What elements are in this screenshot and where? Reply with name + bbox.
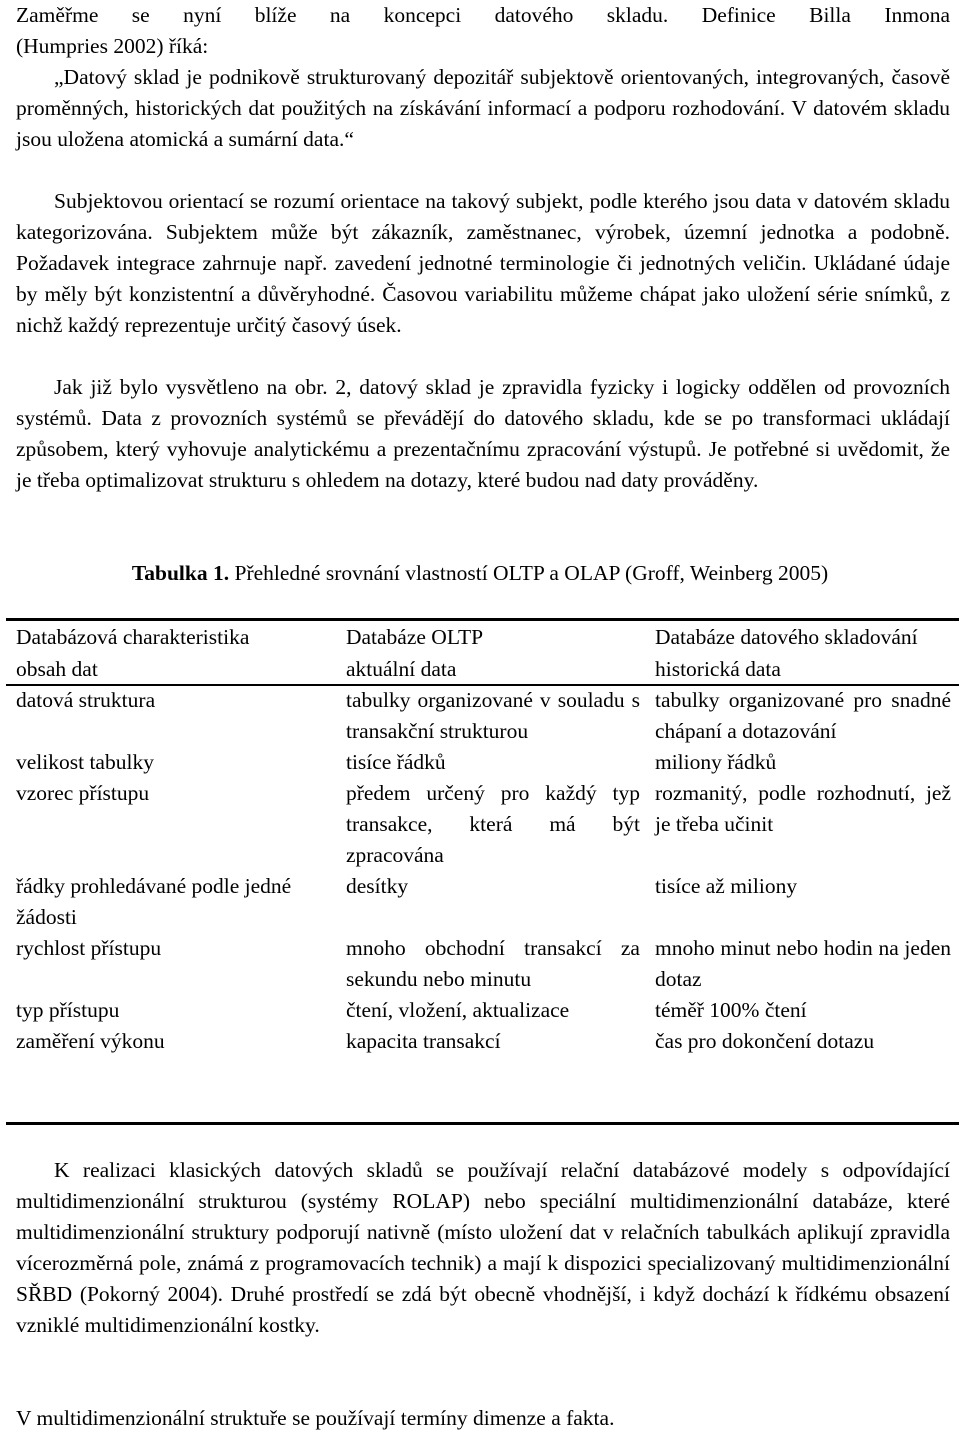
inmon-definition-quote: „Datový sklad je podnikově strukturovaný depozitář subjektově orientovaných, integrovaných, časově proměnných, historických dat použitých na získávání informací a podporu rozhodování. V datovém skladu jsou uložena atomická a sumární data.“ — [16, 65, 950, 151]
row-characteristic: typ přístupu — [16, 998, 120, 1022]
table-row — [6, 871, 959, 933]
table-bottom-rule — [6, 1122, 959, 1125]
header-warehouse: Databáze datového skladování — [654, 625, 918, 649]
row-characteristic: řádky prohledávané podle jedné žádosti — [16, 874, 292, 929]
table-row — [6, 747, 959, 778]
table-caption-text: Přehledné srovnání vlastností OLTP a OLAP (Groff, Weinberg 2005) — [229, 561, 829, 585]
table-row — [6, 685, 959, 747]
header-oltp: Databáze OLTP — [345, 625, 484, 649]
row-oltp-value: čtení, vložení, aktualizace — [345, 998, 570, 1022]
row-oltp-value: předem určený pro každý typ transakce, která má být zpracována — [345, 781, 640, 867]
row-warehouse-value: mnoho minut nebo hodin na jeden dotaz — [654, 936, 951, 991]
warehouse-separation-paragraph: Jak již bylo vysvětleno na obr. 2, datový sklad je zpravidla fyzicky i logicky oddělen od provozních systémů. Data z provozních systémů se převádějí do datového skladu, kde se po transformaci ukládají způsobem, který vyhovuje analytickému a prezentačnímu zpracování výstupů. Je potřebné si uvědomit, že je třeba optimalizovat strukturu s ohledem na dotazy, které budou nad daty prováděny. — [16, 375, 950, 492]
row-characteristic: obsah dat — [16, 657, 98, 681]
row-characteristic: vzorec přístupu — [16, 781, 150, 805]
row-warehouse-value: tabulky organizované pro snadné chápaní a dotazování — [654, 688, 951, 743]
subject-orientation-paragraph: Subjektovou orientací se rozumí orientace na takový subjekt, podle kterého jsou data v datovém skladu kategorizována. Subjektem může být zákazník, zaměstnanec, výrobek, územní jednotka a podobně. Požadavek integrace zahrnuje např. zavedení jednotné terminologie či jednotných veličin. Ukládané údaje by měly být konzistentní a důvěryhodné. Časovou variabilitu můžeme chápat jako uložení série snímků, z nichž každý reprezentuje určitý časový úsek. — [16, 189, 950, 337]
rolap-paragraph: K realizaci klasických datových skladů se používají relační databázové modely s odpovídající multidimenzionální strukturou (systémy ROLAP) nebo speciální multidimenzionální databáze, které multidimenzionální struktury podporují nativně (místo uložení dat v relačních tabulkách aplikují zpravidla vícerozměrná pole, známá z programovacích technik) a mají k dispozici specializovaný multidimenzionální SŘBD (Pokorný 2004). Druhé prostředí se zdá být obecně vhodnější, i když dochází k řídkému obsazení vzniklé multidimenzionální kostky. — [16, 1158, 950, 1337]
oltp-olap-comparison-table — [6, 622, 959, 1057]
row-characteristic: datová struktura — [16, 688, 156, 712]
row-warehouse-value: historická data — [654, 657, 781, 681]
intro-line-2: (Humpries 2002) říká: — [16, 34, 209, 58]
table-caption-label: Tabulka 1. — [131, 561, 230, 585]
table-row — [6, 933, 959, 995]
dimensions-facts-sentence: V multidimenzionální struktuře se používají termíny dimenze a fakta. — [16, 1406, 615, 1430]
row-oltp-value: kapacita transakcí — [345, 1029, 501, 1053]
row-warehouse-value: tisíce až miliony — [654, 874, 798, 898]
row-oltp-value: mnoho obchodní transakcí za sekundu nebo minutu — [345, 936, 640, 991]
row-warehouse-value: téměř 100% čtení — [654, 998, 807, 1022]
intro-paragraph — [16, 0, 950, 62]
row-oltp-value: aktuální data — [345, 657, 457, 681]
intro-line-1: Zaměřme se nyní blíže na koncepci datového skladu. Definice Billa Inmona — [16, 3, 950, 27]
table-header-row — [6, 622, 959, 654]
table-row — [6, 1026, 959, 1057]
row-warehouse-value: čas pro dokončení dotazu — [654, 1029, 875, 1053]
row-characteristic: rychlost přístupu — [16, 936, 162, 960]
table-row — [6, 654, 959, 685]
table-header-rule — [6, 684, 959, 686]
table-row — [6, 778, 959, 871]
row-oltp-value: desítky — [345, 874, 409, 898]
row-warehouse-value: miliony řádků — [654, 750, 777, 774]
row-warehouse-value: rozmanitý, podle rozhodnutí, jež je třeba učinit — [654, 781, 951, 836]
table-top-rule — [6, 618, 959, 621]
row-characteristic: zaměření výkonu — [16, 1029, 165, 1053]
header-characteristic: Databázová charakteristika — [16, 625, 250, 649]
row-characteristic: velikost tabulky — [16, 750, 154, 774]
row-oltp-value: tisíce řádků — [345, 750, 446, 774]
table-row — [6, 995, 959, 1026]
row-oltp-value: tabulky organizované v souladu s transakční strukturou — [345, 688, 640, 743]
table-caption — [0, 558, 960, 589]
